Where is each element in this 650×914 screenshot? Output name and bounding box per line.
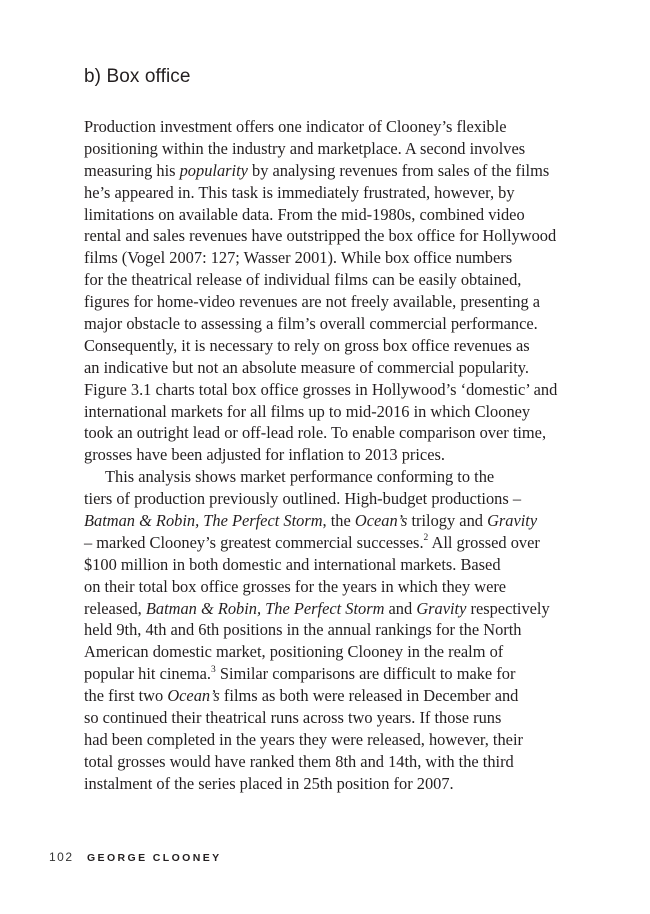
text-line: instalment of the series placed in 25th position for 2007. bbox=[84, 773, 454, 793]
text-run: All grossed over bbox=[428, 532, 540, 552]
text-line: so continued their theatrical runs across two years. If those runs bbox=[84, 708, 502, 728]
footnote-marker: 2 bbox=[423, 533, 429, 544]
text-line: an indicative but not an absolute measure of commercial popularity. bbox=[84, 357, 529, 377]
text-line: positioning within the industry and marketplace. A second involves bbox=[84, 138, 526, 158]
italic-title: Batman & Robin, The Perfect Storm bbox=[84, 511, 323, 531]
text-run: measuring his bbox=[84, 160, 180, 180]
text-run: and bbox=[384, 598, 417, 618]
italic-title: popularity bbox=[179, 160, 248, 180]
text-line bbox=[84, 510, 574, 532]
text-line: films (Vogel 2007: 127; Wasser 2001). While box office numbers bbox=[84, 248, 513, 268]
text-line: total grosses would have ranked them 8th and 14th, with the third bbox=[84, 751, 514, 771]
text-line: on their total box office grosses for the years in which they were bbox=[84, 576, 507, 596]
text-line: Figure 3.1 charts total box office grosses in Hollywood’s ‘domestic’ and bbox=[84, 379, 558, 399]
text-line: he’s appeared in. This task is immediately frustrated, however, by bbox=[84, 182, 515, 202]
text-line: took an outright lead or off-lead role. To enable comparison over time, bbox=[84, 423, 547, 443]
text-line: international markets for all films up to mid-2016 in which Clooney bbox=[84, 401, 531, 421]
text-run: , the bbox=[322, 511, 355, 531]
italic-title: Gravity bbox=[487, 511, 538, 531]
text-line bbox=[84, 598, 574, 620]
text-run: Similar comparisons are difficult to make for bbox=[215, 664, 516, 684]
section-heading: b) Box office bbox=[84, 66, 191, 87]
running-head: GEORGE CLOONEY bbox=[86, 852, 222, 864]
text-line: grosses have been adjusted for inflation to 2013 prices. bbox=[84, 445, 445, 465]
text-line bbox=[84, 685, 574, 707]
footnote-marker: 3 bbox=[211, 664, 216, 675]
text-run: films as both were released in December and bbox=[219, 686, 519, 706]
text-line: This analysis shows market performance conforming to the bbox=[105, 467, 495, 487]
text-line bbox=[84, 532, 574, 554]
italic-title: Ocean’s bbox=[167, 686, 220, 706]
text-run: released, bbox=[84, 598, 146, 618]
text-line: Consequently, it is necessary to rely on gross box office revenues as bbox=[84, 335, 530, 355]
text-line bbox=[84, 663, 574, 685]
paragraph bbox=[84, 466, 574, 794]
text-line: had been completed in the years they were released, however, their bbox=[84, 729, 523, 749]
italic-title: Ocean’s bbox=[354, 511, 408, 531]
text-run: trilogy and bbox=[407, 511, 488, 531]
text-line: for the theatrical release of individual films can be easily obtained, bbox=[84, 270, 522, 290]
text-line bbox=[84, 160, 574, 182]
body-text bbox=[84, 116, 574, 795]
page-number: 102 bbox=[49, 850, 74, 864]
text-line: figures for home-video revenues are not freely available, presenting a bbox=[84, 292, 541, 312]
text-run: the first two bbox=[84, 686, 168, 706]
text-line: American domestic market, positioning Clooney in the realm of bbox=[84, 642, 504, 662]
text-line: Production investment offers one indicator of Clooney’s flexible bbox=[84, 117, 507, 136]
page-footer bbox=[49, 848, 222, 866]
text-run: respectively bbox=[466, 598, 550, 618]
text-run: popular hit cinema. bbox=[84, 664, 211, 684]
italic-title: Batman & Robin, The Perfect Storm bbox=[145, 598, 385, 618]
italic-title: Gravity bbox=[416, 598, 467, 618]
text-line: $100 million in both domestic and international markets. Based bbox=[84, 554, 501, 574]
text-line: tiers of production previously outlined. High-budget productions – bbox=[84, 489, 522, 509]
text-line: rental and sales revenues have outstripped the box office for Hollywood bbox=[84, 226, 557, 246]
text-line: major obstacle to assessing a film’s overall commercial performance. bbox=[84, 314, 538, 334]
text-line: held 9th, 4th and 6th positions in the annual rankings for the North bbox=[84, 620, 522, 640]
text-run: by analysing revenues from sales of the films bbox=[247, 160, 550, 180]
paragraph bbox=[84, 116, 574, 466]
text-run: – marked Clooney’s greatest commercial successes. bbox=[84, 532, 424, 552]
text-line: limitations on available data. From the mid-1980s, combined video bbox=[84, 204, 525, 224]
